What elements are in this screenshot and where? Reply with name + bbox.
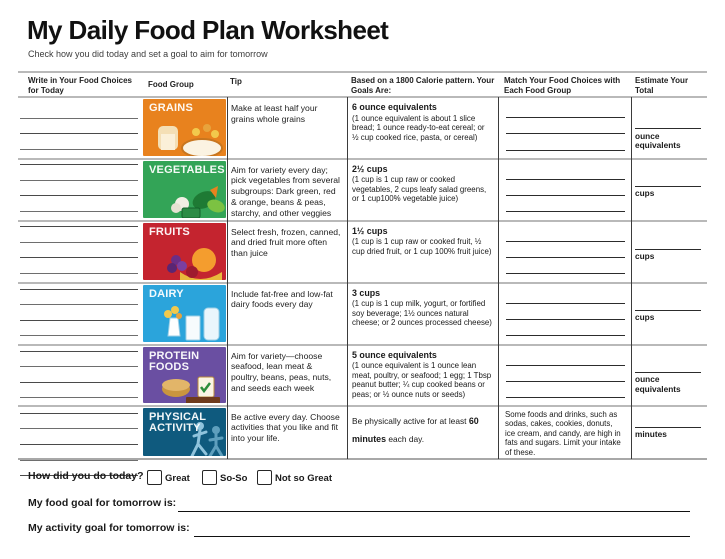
vegetables-estimate-unit: cups [635, 188, 655, 198]
dairy-match-lines [506, 288, 625, 337]
dairy-goal-detail: (1 cup is 1 cup milk, yogurt, or fortified soy beverage; 1½ ounces natural cheese; or 2 ounces processed cheese) [352, 299, 492, 328]
rule-header-top [18, 71, 707, 73]
dairy-goal [352, 288, 493, 329]
fruits-badge [143, 223, 226, 281]
column-header-food-group: Food Group [148, 80, 194, 89]
vegetables-goal [352, 164, 493, 205]
vegetables-estimate [635, 186, 701, 199]
vegetables-estimate-line[interactable] [635, 186, 701, 187]
column-header-tip: Tip [230, 77, 242, 86]
protein-estimate-unit: ounce equivalents [635, 374, 681, 394]
write-line[interactable] [506, 226, 625, 242]
physical-activity-estimate-unit: minutes [635, 429, 667, 439]
write-line[interactable] [506, 366, 625, 382]
food-goal-write-line[interactable] [178, 511, 690, 512]
milk-and-cheese-icon [152, 302, 226, 342]
grains-tip: Make at least half your grains whole grains [231, 103, 318, 124]
fats-sugars-note: Some foods and drinks, such as sodas, cakes, cookies, donuts, ice cream, and candy, are high in fats and sugars. Limit your intake of these. [505, 409, 621, 457]
write-line[interactable] [506, 320, 625, 336]
protein-label: PROTEIN FOODS [149, 349, 200, 373]
write-line[interactable] [506, 350, 625, 366]
grains-estimate-line[interactable] [635, 128, 701, 129]
protein-goal-amount: 5 ounce equivalents [352, 349, 437, 360]
write-line[interactable] [506, 242, 625, 258]
page-title: My Daily Food Plan Worksheet [27, 15, 389, 45]
vegetables-badge [143, 161, 226, 219]
column-header-estimate: Estimate Your Total [635, 76, 689, 95]
physical-activity-estimate-line[interactable] [635, 427, 701, 428]
checkbox-great-label: Great [165, 473, 190, 484]
column-header-match: Match Your Food Choices with Each Food Group [504, 76, 621, 95]
fruits-tip: Select fresh, frozen, canned, and dried fruit more often than juice [231, 226, 341, 259]
column-header-goals: Based on a 1800 Calorie pattern. Your Goals Are: [351, 76, 495, 95]
physical-activity-tip: Be active every day. Choose activities that you like and fit into your life. [231, 411, 340, 444]
write-line[interactable] [506, 196, 625, 212]
write-line[interactable] [506, 118, 625, 134]
food-goal-label: My food goal for tomorrow is: [28, 497, 177, 509]
activity-goal-write-line[interactable] [194, 536, 690, 537]
protein-estimate-line[interactable] [635, 372, 701, 373]
protein-goal-detail: (1 ounce equivalent is 1 ounce lean meat, poultry, or seafood; 1 egg; 1 Tbsp peanut butter; ¼ cup cooked beans or peas; or ½ ounce nuts or seeds) [352, 361, 492, 400]
write-line[interactable] [506, 164, 625, 180]
physical-activity-goal [352, 411, 493, 447]
dairy-estimate-unit: cups [635, 312, 655, 322]
grains-goal-detail: (1 ounce equivalent is about 1 slice bread; 1 ounce ready-to-eat cereal; or ½ cup cooked rice, pasta, or cereal) [352, 113, 485, 142]
fruits-goal [352, 226, 493, 257]
checkbox-not-so-great[interactable] [257, 470, 272, 485]
activity-goal-pre: Be physically active for at least [352, 415, 469, 426]
checkbox-so-so[interactable] [202, 470, 217, 485]
vegetables-goal-detail: (1 cup is 1 cup raw or cooked vegetables, 2 cups leafy salad greens, or 1 cup100% vegetable juice) [352, 175, 487, 204]
physical-activity-estimate [635, 427, 701, 440]
grains-label: GRAINS [149, 102, 193, 114]
fruits-estimate-line[interactable] [635, 249, 701, 250]
protein-tip: Aim for variety—choose seafood, lean meat & poultry, beans, peas, nuts, and seeds each week [231, 350, 332, 393]
row-physical-activity [0, 406, 725, 459]
dairy-estimate-line[interactable] [635, 310, 701, 311]
grains-badge [143, 99, 226, 156]
grains-match-lines [506, 102, 625, 151]
fruits-goal-amount: 1½ cups [352, 225, 388, 236]
write-line[interactable] [506, 134, 625, 150]
fruits-goal-detail: (1 cup is 1 cup raw or cooked fruit, ½ cup dried fruit, or 1 cup 100% fruit juice) [352, 237, 492, 256]
dairy-estimate [635, 310, 701, 323]
how-did-you-do-question: How did you do today? [28, 470, 144, 482]
physical-activity-badge [143, 408, 226, 457]
write-line[interactable] [506, 102, 625, 118]
write-line[interactable] [506, 258, 625, 274]
grains-estimate [635, 128, 701, 151]
fruits-icon [152, 242, 226, 280]
grains-goal [352, 102, 493, 143]
dairy-badge [143, 285, 226, 343]
vegetables-match-lines [506, 164, 625, 213]
fruits-estimate [635, 249, 701, 262]
checkbox-so-so-label: So-So [220, 473, 248, 484]
protein-estimate [635, 372, 701, 395]
vegetables-tip: Aim for variety every day; pick vegetables from several subgroups: Dark green, red & orange, beans & peas, starchy, and other veggies [231, 164, 340, 218]
food-row-dairy [0, 283, 725, 345]
dairy-label: DAIRY [149, 287, 184, 300]
protein-badge [143, 347, 226, 404]
activity-goal-label: My activity goal for tomorrow is: [28, 522, 190, 534]
write-line[interactable] [506, 304, 625, 320]
protein-goal [352, 350, 493, 400]
protein-foods-icon [152, 373, 226, 403]
vegetables-icon [152, 184, 226, 218]
write-line[interactable] [506, 288, 625, 304]
checkbox-great[interactable] [147, 470, 162, 485]
dairy-tip: Include fat-free and low-fat dairy foods every day [231, 288, 333, 310]
protein-match-lines [506, 350, 625, 399]
grains-estimate-unit: ounce equivalents [635, 130, 681, 150]
dairy-goal-amount: 3 cups [352, 287, 381, 298]
food-row-fruits [0, 221, 725, 283]
physical-activity-label: PHYSICAL ACTIVITY [149, 410, 207, 434]
food-row-vegetables [0, 159, 725, 221]
vegetables-label: VEGETABLES [149, 163, 225, 176]
grains-goal-amount: 6 ounce equivalents [352, 102, 437, 112]
activity-goal-minutes: 60 minutes [352, 415, 479, 444]
write-line[interactable] [506, 180, 625, 196]
vegetables-goal-amount: 2½ cups [352, 163, 388, 174]
food-row-protein [0, 345, 725, 406]
fruits-match-lines [506, 226, 625, 275]
food-row-grains [0, 97, 725, 159]
page-subtitle: Check how you did today and set a goal to aim for tomorrow [28, 49, 268, 59]
fruits-estimate-unit: cups [635, 251, 655, 261]
fruits-label: FRUITS [149, 225, 190, 238]
bread-and-cereal-icon [152, 120, 226, 156]
write-line[interactable] [506, 382, 625, 398]
activity-goal-post: each day. [386, 433, 425, 444]
checkbox-not-so-great-label: Not so Great [275, 473, 333, 484]
column-header-choices: Write in Your Food Choices for Today [28, 76, 133, 95]
